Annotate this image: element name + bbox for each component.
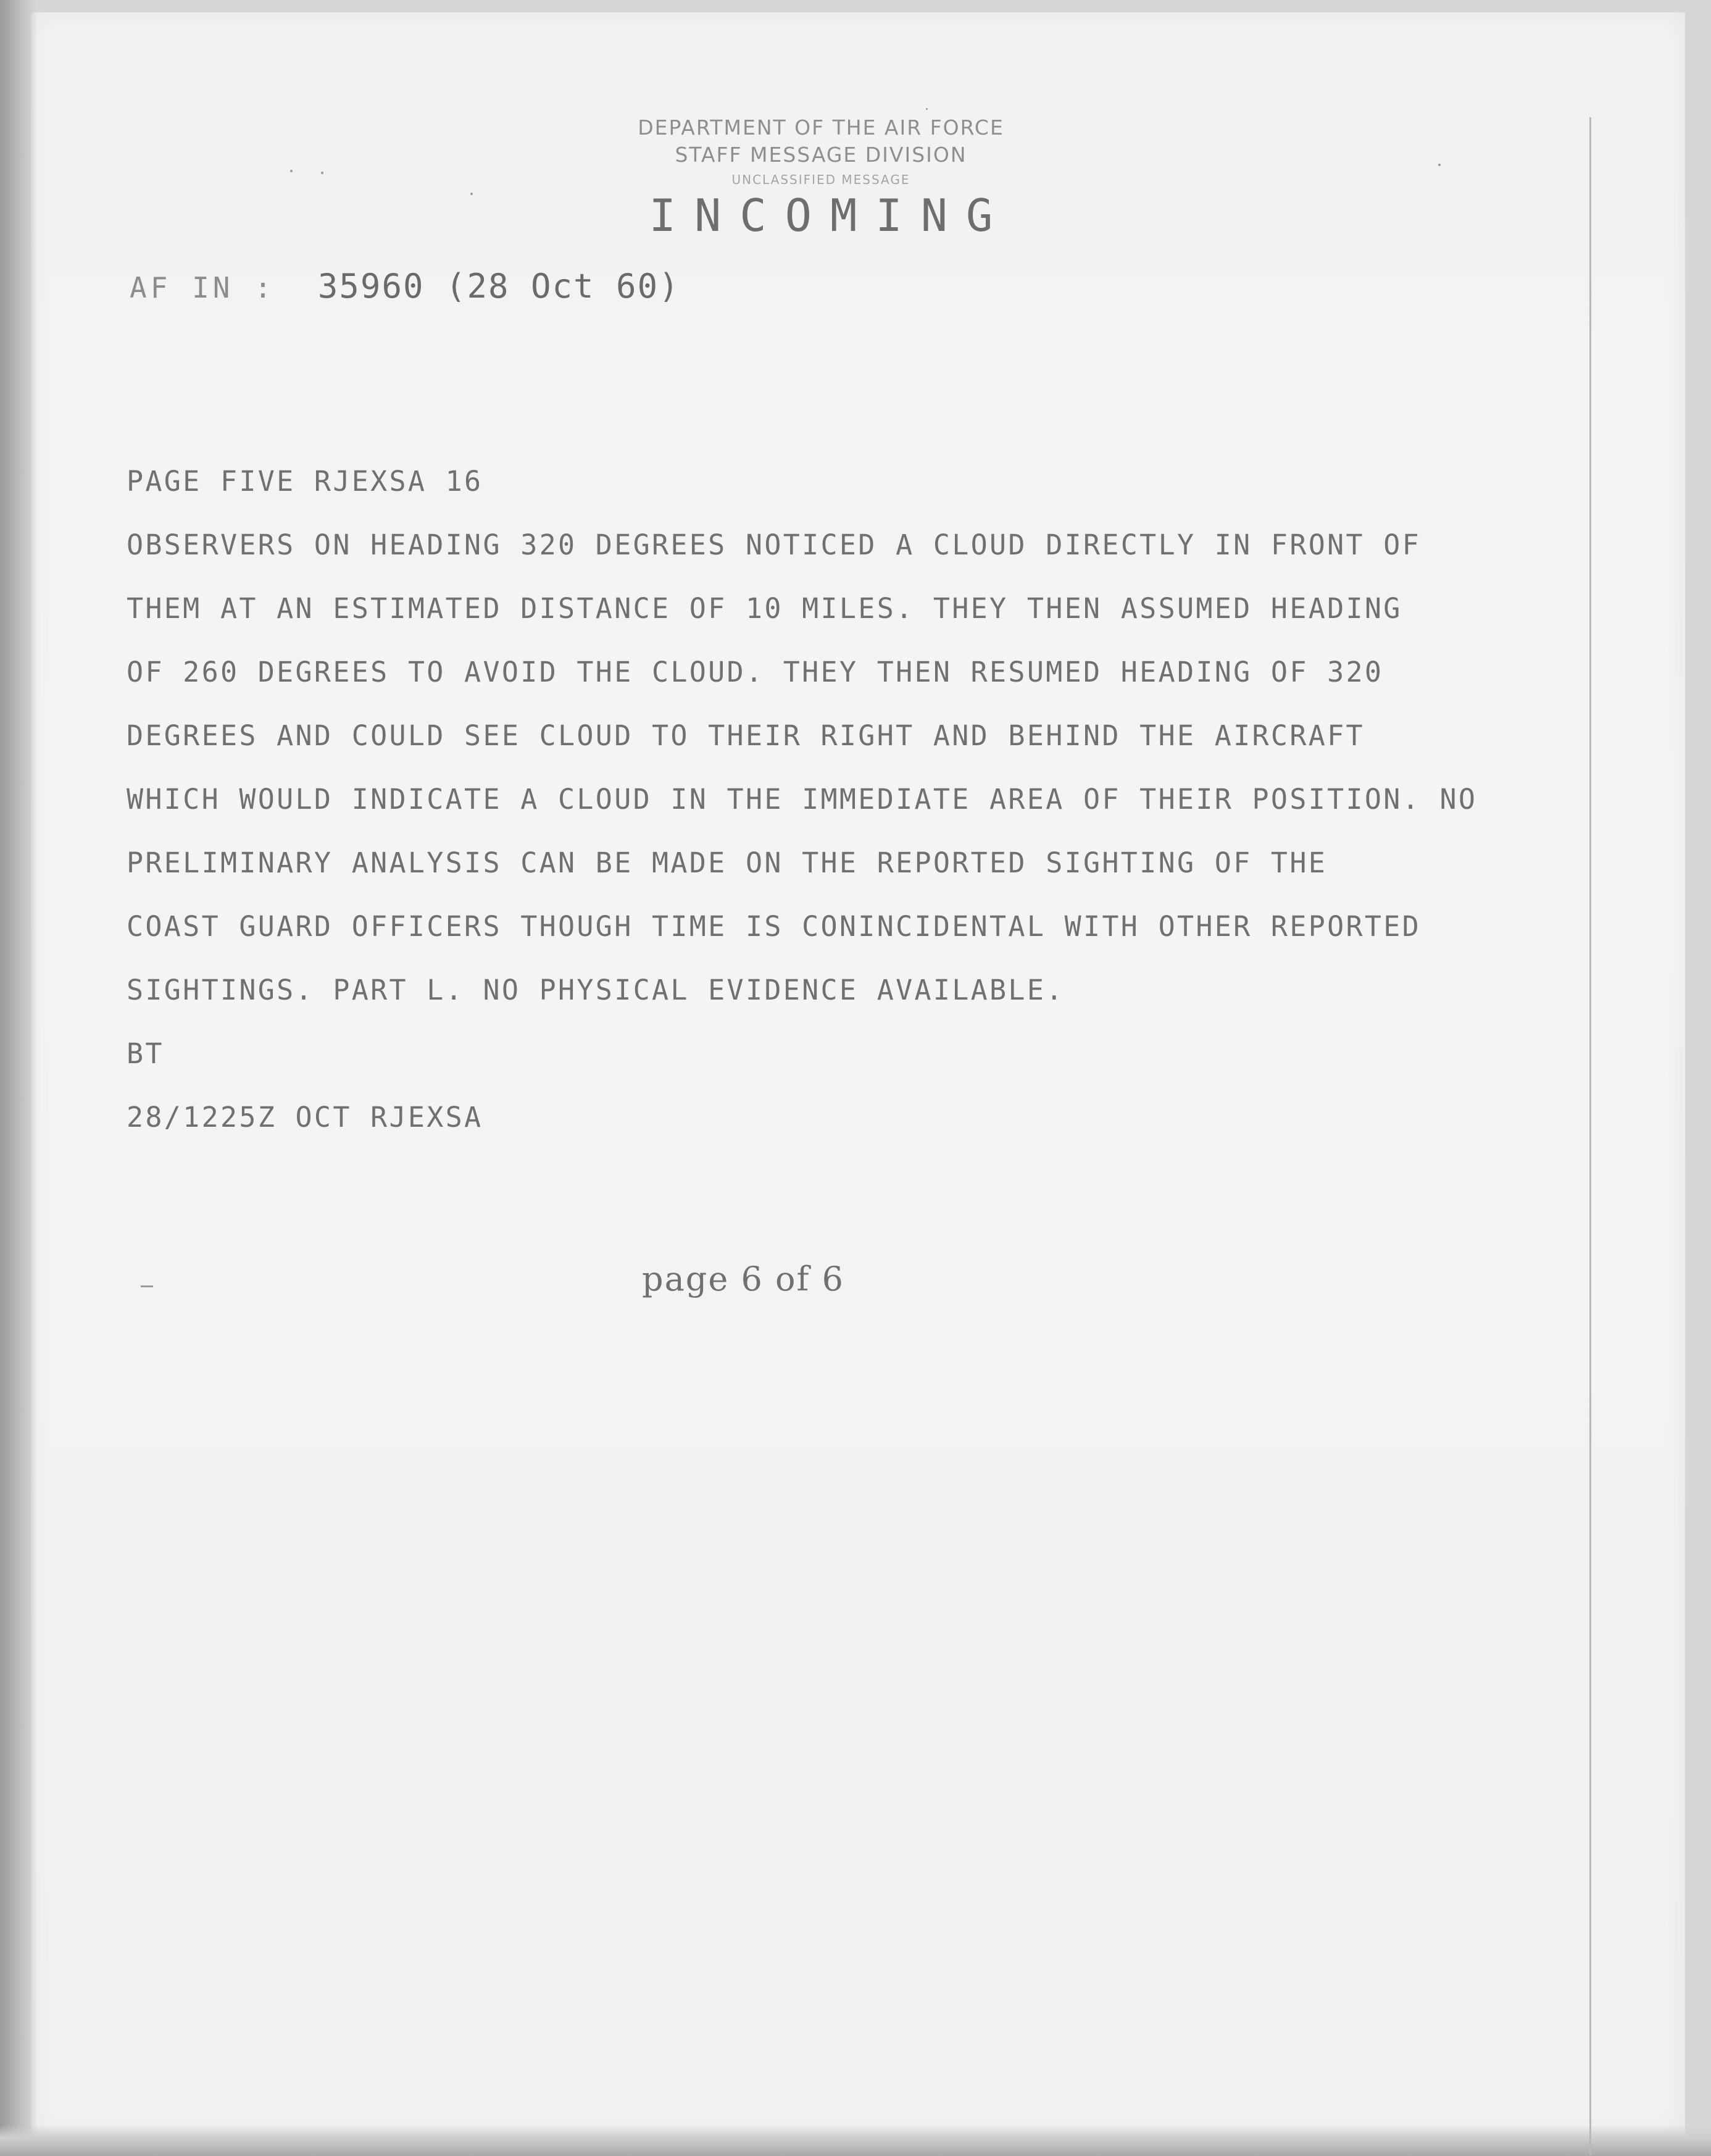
af-in-label: AF IN :: [130, 271, 275, 304]
page-number: page 6 of 6: [642, 1260, 844, 1298]
message-body: [127, 460, 1477, 1159]
body-line: SIGHTINGS. PART L. NO PHYSICAL EVIDENCE AVAILABLE.: [127, 974, 1065, 1006]
margin-dash: [141, 1285, 153, 1287]
right-margin-rule: [1589, 117, 1591, 2155]
classification-heading: UNCLASSIFIED MESSAGE: [731, 172, 910, 187]
dust-speck: [1438, 164, 1441, 166]
left-edge-shadow: [0, 0, 37, 2156]
message-header: [556, 114, 1086, 240]
dust-speck: [926, 108, 928, 110]
bottom-edge-shadow: [0, 2125, 1711, 2156]
body-line: DEGREES AND COULD SEE CLOUD TO THEIR RIGHT AND BEHIND THE AIRCRAFT: [127, 719, 1365, 752]
body-line: WHICH WOULD INDICATE A CLOUD IN THE IMMEDIATE AREA OF THEIR POSITION. NO: [127, 783, 1478, 816]
body-line: THEM AT AN ESTIMATED DISTANCE OF 10 MILES. THEY THEN ASSUMED HEADING: [127, 592, 1402, 625]
af-in-value: 35960 (28 Oct 60): [317, 267, 680, 306]
body-line: OF 260 DEGREES TO AVOID THE CLOUD. THEY THEN RESUMED HEADING OF 320: [127, 656, 1384, 688]
dtg-line: 28/1225Z OCT RJEXSA: [127, 1101, 483, 1134]
dust-speck: [290, 170, 293, 172]
department-heading: DEPARTMENT OF THE AIR FORCE: [638, 115, 1004, 140]
page-line: PAGE FIVE RJEXSA 16: [127, 465, 483, 498]
af-in-reference: [130, 267, 680, 306]
division-heading: STAFF MESSAGE DIVISION: [675, 143, 967, 167]
bt-line: BT: [127, 1037, 164, 1070]
body-line: COAST GUARD OFFICERS THOUGH TIME IS CONINCIDENTAL WITH OTHER REPORTED: [127, 910, 1422, 943]
body-line: OBSERVERS ON HEADING 320 DEGREES NOTICED A CLOUD DIRECTLY IN FRONT OF: [127, 529, 1422, 561]
body-line: PRELIMINARY ANALYSIS CAN BE MADE ON THE REPORTED SIGHTING OF THE: [127, 846, 1328, 879]
dust-speck: [470, 193, 473, 195]
dust-speck: [321, 172, 323, 174]
incoming-stamp: INCOMING: [649, 190, 1012, 241]
